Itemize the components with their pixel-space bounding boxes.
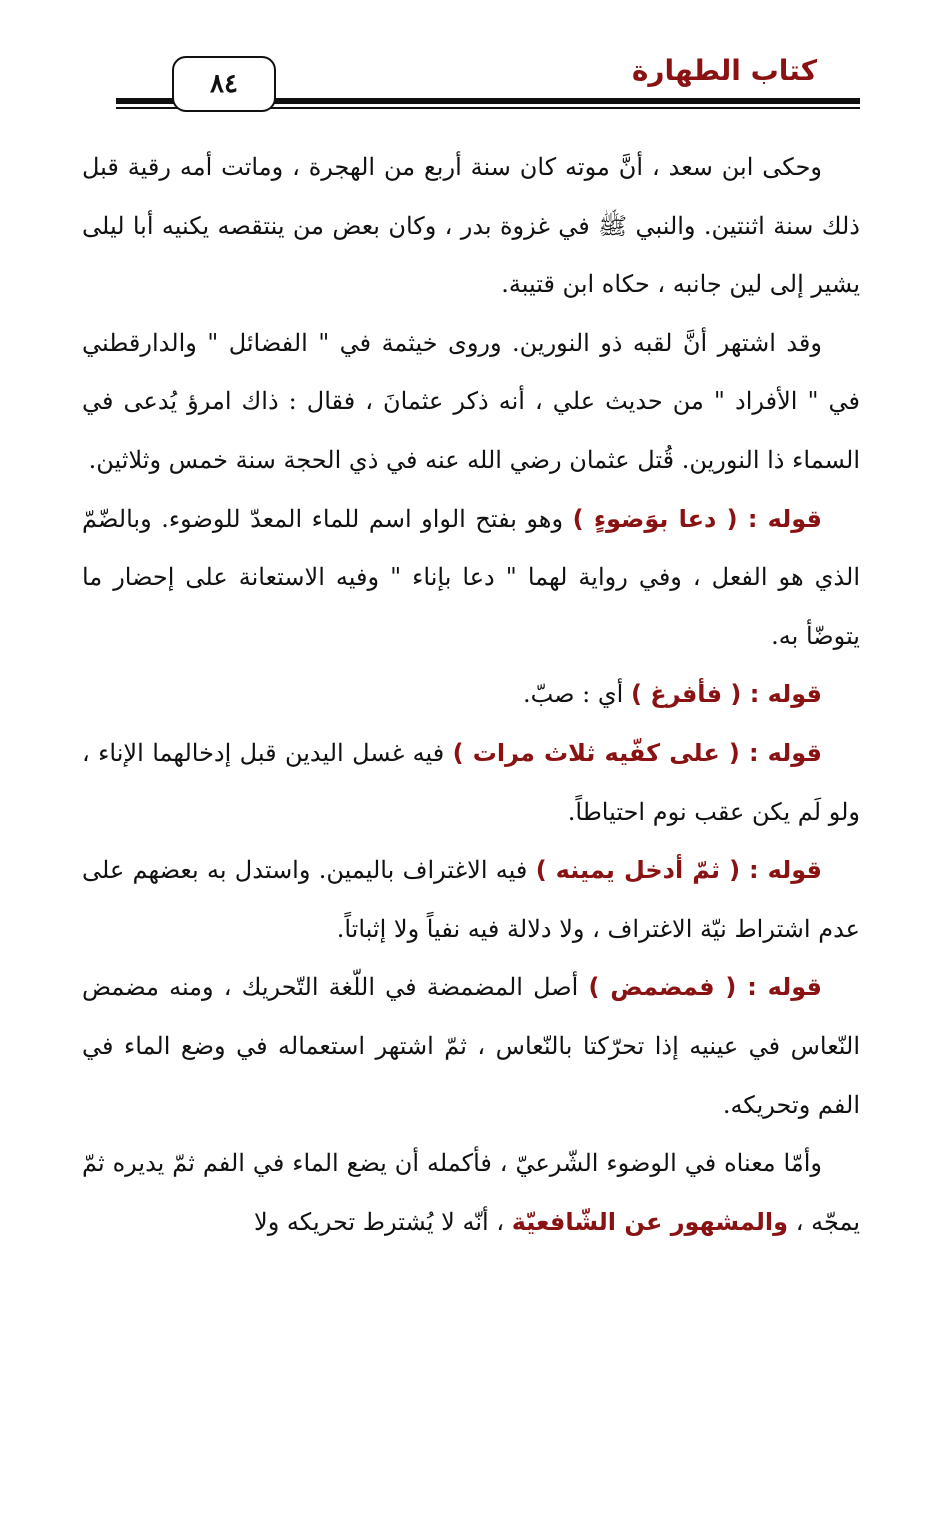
paragraph xyxy=(82,958,860,1134)
highlighted-phrase: والمشهور عن الشّافعيّة xyxy=(511,1207,789,1236)
quoted-phrase: قوله : ( فأفرغ ) xyxy=(630,680,822,709)
paragraph-text: وأمّا معناه في الوضوء الشّرعيّ ، فأكمله أن يضع الماء في الفم ثمّ يديره ثمّ يمجّه ، xyxy=(82,1149,860,1236)
paragraph xyxy=(82,665,860,724)
quoted-phrase: قوله : ( فمضمض ) xyxy=(588,973,823,1002)
page-number: ٨٤ xyxy=(172,56,276,112)
paragraph-text: وقد اشتهر أنَّ لقبه ذو النورين. وروى خيثمة في " الفضائل " والدارقطني في " الأفراد " من حديث علي ، أنه ذكر عثمانَ ، فقال : ذاك امرؤ يُدعى في السماء ذا النورين. قُتل عثمان رضي الله عنه في ذي الحجة سنة خمس وثلاثين. xyxy=(82,328,860,474)
page-body xyxy=(82,138,860,1251)
paragraph-text: وحكى ابن سعد ، أنَّ موته كان سنة أربع من الهجرة ، وماتت أمه رقية قبل ذلك سنة اثنتين. والنبي ﷺ في غزوة بدر ، وكان بعض من ينتقصه يكنيه أبا ليلى يشير إلى لين جانبه ، حكاه ابن قتيبة. xyxy=(82,153,860,299)
paragraph-text: فيه غسل اليدين قبل إدخالهما الإناء ، ولو لَم يكن عقب نوم احتياطاً. xyxy=(82,738,860,826)
quoted-phrase: قوله : ( ثمّ أدخل يمينه ) xyxy=(535,856,822,885)
quoted-phrase: قوله : ( على كفّيه ثلاث مرات ) xyxy=(452,738,822,767)
paragraph-text: وهو بفتح الواو اسم للماء المعدّ للوضوء. وبالضّمّ الذي هو الفعل ، وفي رواية لهما " دعا بإناء " وفيه الاستعانة على إحضار ما يتوضّأ به. xyxy=(82,504,860,650)
paragraph xyxy=(82,490,860,666)
paragraph xyxy=(82,841,860,958)
quoted-phrase: قوله : ( دعا بوَضوءٍ ) xyxy=(572,504,823,533)
page-header xyxy=(0,0,945,120)
paragraph xyxy=(82,138,860,314)
paragraph xyxy=(82,314,860,490)
paragraph xyxy=(82,724,860,841)
paragraph-text: ، أنّه لا يُشترط تحريكه ولا xyxy=(254,1207,512,1236)
paragraph-text: أي : صبّ. xyxy=(522,680,631,709)
paragraph-text: أصل المضمضة في اللّغة التّحريك ، ومنه مضمض النّعاس في عينيه إذا تحرّكتا بالنّعاس ، ثمّ اشتهر استعماله في وضع الماء في الفم وتحريكه. xyxy=(82,973,860,1119)
paragraph-text: فيه الاغتراف باليمين. واستدل به بعضهم على عدم اشتراط نيّة الاغتراف ، ولا دلالة فيه نفياً ولا إثباتاً. xyxy=(82,856,860,943)
paragraph xyxy=(82,1134,860,1251)
book-title: كتاب الطهارة xyxy=(631,54,817,87)
